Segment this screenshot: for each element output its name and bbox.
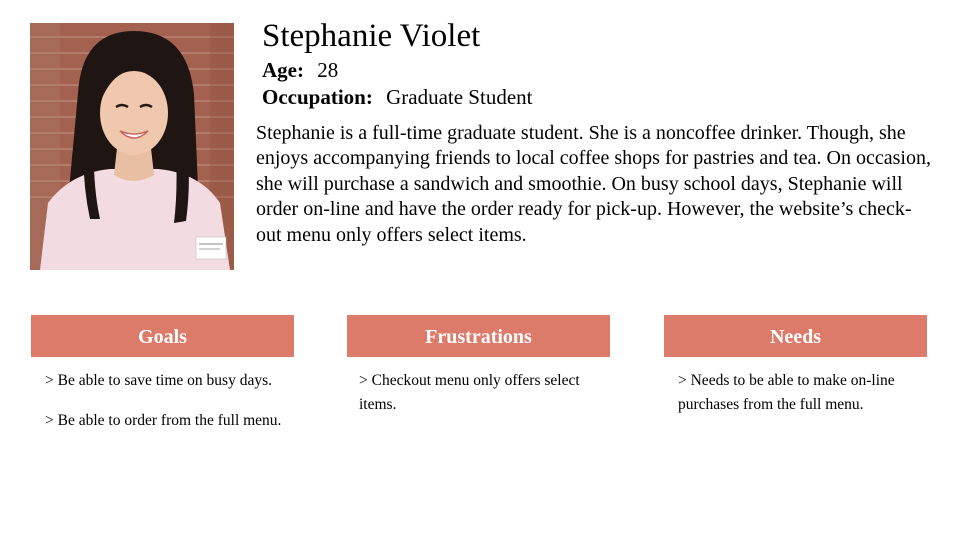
goals-list [31,357,294,433]
goals-header: Goals [31,315,294,357]
goals-item: > Be able to order from the full menu. [45,412,282,429]
needs-item: > Needs to be able to make on-line purchases from the full menu. [678,372,895,413]
persona-bio: Stephanie is a full-time graduate student. She is a noncoffee drinker. Though, she enjoys accompanying friends to local coffee shops for pastries and tea. On occasion, she will purchase a sandwich and smoothie. On busy school days, Stephanie will order on-line and have the order ready for pick-up. However, the website’s check-out menu only offers select items. [256,122,931,246]
occupation-field [262,84,532,110]
occupation-label: Occupation: [262,85,373,109]
goals-item: > Be able to save time on busy days. [45,372,272,389]
profile-photo [30,23,234,270]
persona-name: Stephanie Violet [262,18,481,54]
needs-header: Needs [664,315,927,357]
age-label: Age: [262,58,304,82]
frustrations-list [347,357,610,417]
frustrations-card [347,315,610,433]
age-field [262,57,338,83]
needs-card [664,315,927,433]
frustrations-item: > Checkout menu only offers select items. [359,372,580,413]
frustrations-header: Frustrations [347,315,610,357]
goals-card [31,315,294,449]
occupation-value: Graduate Student [386,85,533,109]
age-value: 28 [317,58,339,82]
needs-list [664,357,927,417]
